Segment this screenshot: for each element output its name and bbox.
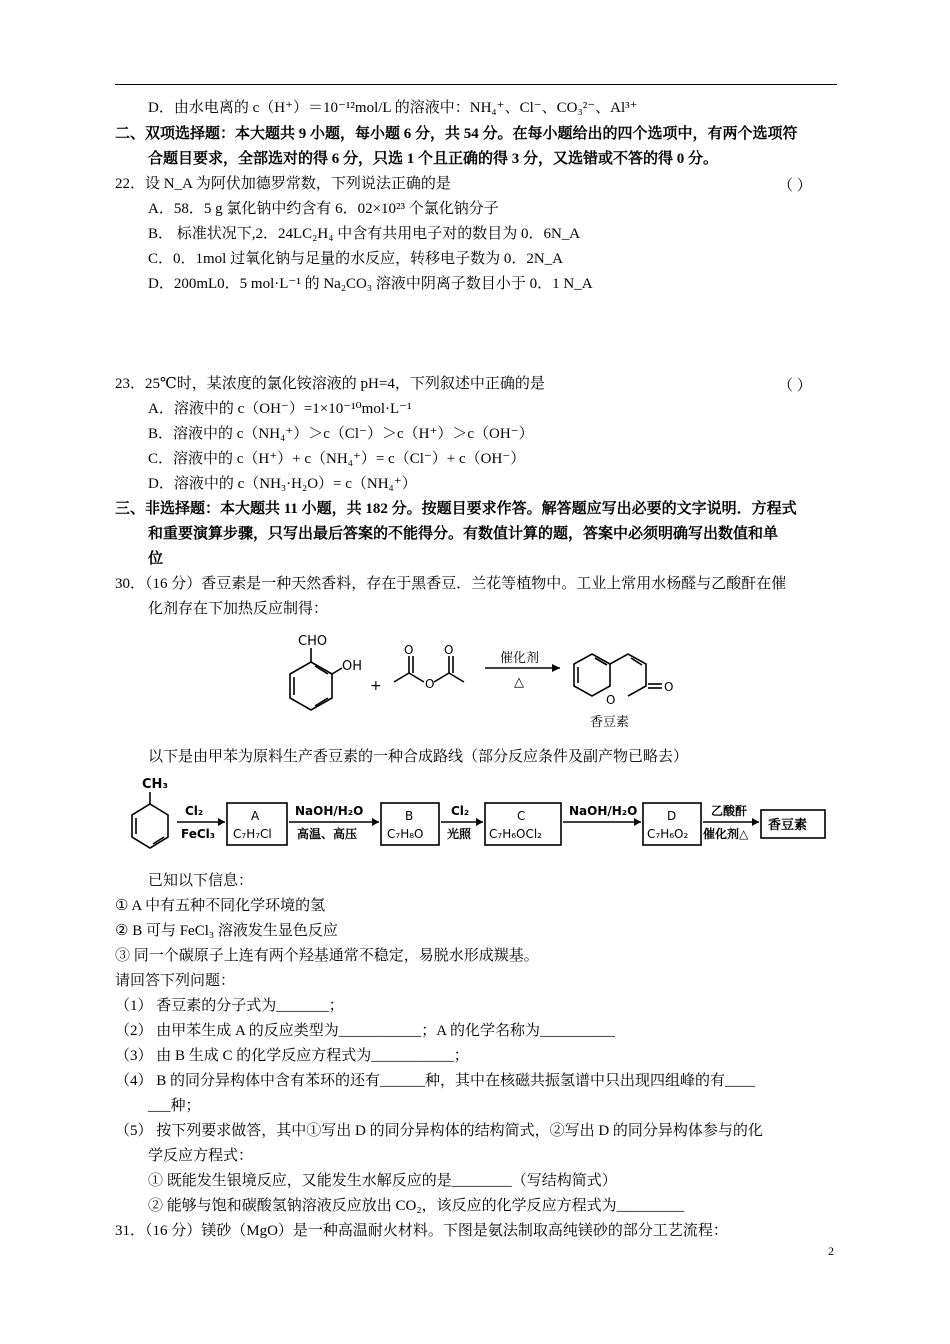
q30-part5-sub1: ① 既能发生银境反应，又能发生水解反应的是________（写结构简式） bbox=[148, 1173, 617, 1189]
known-info-heading: 已知以下信息： bbox=[148, 873, 254, 889]
final-product-label: 香豆素 bbox=[768, 818, 808, 833]
q31-stem: 31．（16 分）镁砂（MgO）是一种高温耐火材料。下图是氨法制取高纯镁砂的部分工艺流程： bbox=[115, 1223, 728, 1239]
section3-heading-cont2: 位 bbox=[148, 551, 164, 567]
info-2: ② B 可与 FeCl₃ 溶液发生显色反应 bbox=[115, 923, 338, 939]
catalyst-label: 催化剂 bbox=[500, 651, 540, 666]
q23-answer-paren[interactable]: （ ） bbox=[778, 378, 812, 394]
compound-d-formula: C₇H₆O₂ bbox=[647, 827, 689, 841]
q23-stem: 23．25℃时，某浓度的氯化铵溶液的 pH=4，下列叙述中正确的是 bbox=[115, 376, 545, 392]
step1-catalyst: FeCl₃ bbox=[181, 827, 216, 841]
section3-heading: 三、非选择题：本大题共 11 小题，共 182 分。按题目要求作答。解答题应写出必要的文字说明．方程式 bbox=[115, 501, 797, 517]
q30-part5-cont: 学反应方程式： bbox=[148, 1148, 254, 1164]
toluene-structure bbox=[132, 792, 168, 848]
section2-heading: 二、双项选择题：本大题共 9 小题，每小题 6 分，共 54 分。在每小题给出的四个选项中，有两个选项符 bbox=[115, 126, 798, 142]
info-3: ③ 同一个碳原子上连有两个羟基通常不稳定，易脱水形成羰基。 bbox=[115, 948, 539, 964]
compound-c-name: C bbox=[517, 809, 526, 823]
q30-part3: （3） 由 B 生成 C 的化学反应方程式为___________； bbox=[115, 1048, 469, 1064]
step2-reagent: NaOH/H₂O bbox=[295, 804, 364, 818]
q30-part5: （5） 按下列要求做答，其中①写出 D 的同分异构体的结构简式，②写出 D 的同分异构体参与的化 bbox=[115, 1123, 763, 1139]
q23-option-a: A．溶液中的 c（OH⁻）=1×10⁻¹⁰mol·L⁻¹ bbox=[148, 401, 412, 417]
coumarin-label: 香豆素 bbox=[590, 715, 630, 730]
compound-c-formula: C₇H₆OCl₂ bbox=[489, 827, 542, 841]
q30-stem: 30．（16 分）香豆素是一种天然香料，存在于黑香豆．兰花等植物中。工业上常用水杨醛与乙酸酐在催 bbox=[115, 576, 787, 592]
coumarin-reaction-scheme bbox=[270, 618, 710, 736]
ch3-label: CH₃ bbox=[142, 777, 169, 792]
anhydride-o-label-2: O bbox=[444, 643, 454, 657]
questions-heading: 请回答下列问题： bbox=[115, 973, 236, 989]
compound-a-name: A bbox=[251, 809, 260, 823]
oh-label: OH bbox=[342, 659, 363, 674]
anhydride-o-label-1: O bbox=[404, 643, 414, 657]
step1-reagent: Cl₂ bbox=[185, 804, 204, 818]
step3-condition: 光照 bbox=[447, 827, 472, 841]
coumarin-structure bbox=[574, 654, 662, 696]
q30-part1: （1） 香豆素的分子式为_______； bbox=[115, 998, 344, 1014]
step4-reagent: NaOH/H₂O bbox=[569, 804, 638, 818]
step5-condition: 催化剂△ bbox=[703, 827, 749, 841]
salicylaldehyde-structure bbox=[290, 648, 342, 710]
step5-reagent: 乙酸酐 bbox=[711, 804, 748, 818]
section2-heading-cont: 合题目要求，全部选对的得 6 分，只选 1 个且正确的得 3 分，又选错或不答的得 0 分。 bbox=[148, 151, 719, 167]
q23-option-c: C．溶液中的 c（H⁺）+ c（NH₄⁺）= c（Cl⁻）+ c（OH⁻） bbox=[148, 451, 526, 467]
q22-stem: 22．设 N_A 为阿伏加德罗常数，下列说法正确的是 bbox=[115, 176, 451, 192]
coumarin-ring-o-label: O bbox=[606, 693, 616, 707]
q22-option-a: A．58．5 g 氯化钠中约含有 6．02×10²³ 个氯化钠分子 bbox=[148, 201, 499, 217]
page-number: 2 bbox=[828, 1244, 834, 1258]
compound-d-name: D bbox=[667, 809, 677, 823]
q22-option-b: B． 标准状况下,2．24LC₂H₄ 中含有共用电子对的数目为 0．6N_A bbox=[148, 226, 581, 242]
step3-reagent: Cl₂ bbox=[451, 804, 470, 818]
q30-stem-cont: 化剂存在下加热反应制得： bbox=[148, 601, 329, 617]
synthesis-route bbox=[125, 770, 835, 862]
q30-part5-sub2: ② 能够与饱和碳酸氢钠溶液反应放出 CO₂，该反应的化学反应方程式为_________ bbox=[148, 1198, 685, 1214]
q22-answer-paren[interactable]: （ ） bbox=[778, 178, 812, 194]
q30-part2: （2） 由甲苯生成 A 的反应类型为___________；A 的化学名称为__________ bbox=[115, 1023, 616, 1039]
q23-option-d: D．溶液中的 c（NH₃·H₂O）= c（NH₄⁺） bbox=[148, 476, 417, 492]
heat-symbol: △ bbox=[514, 675, 524, 690]
q30-part4-cont: ___种； bbox=[148, 1098, 201, 1114]
step2-condition: 高温、高压 bbox=[297, 827, 358, 841]
q22-option-d: D．200mL0．5 mol·L⁻¹ 的 Na₂CO₃ 溶液中阴离子数目小于 0．1 N_A bbox=[148, 276, 593, 292]
q21-option-d: D．由水电离的 c（H⁺）＝10⁻¹²mol/L 的溶液中：NH₄⁺、Cl⁻、CO₃²⁻、Al³⁺ bbox=[148, 100, 638, 116]
q23-option-b: B．溶液中的 c（NH₄⁺）＞c（Cl⁻）＞c（H⁺）＞c（OH⁻） bbox=[148, 426, 534, 442]
compound-b-name: B bbox=[405, 809, 414, 823]
plus-sign: + bbox=[370, 678, 382, 694]
q22-option-c: C．0．1mol 过氧化钠与足量的水反应，转移电子数为 0．2N_A bbox=[148, 251, 564, 267]
compound-a-formula: C₇H₇Cl bbox=[233, 827, 272, 841]
q30-part4: （4） B 的同分异构体中含有苯环的还有______种，其中在核磁共振氢谱中只出现四组峰的有____ bbox=[115, 1073, 756, 1089]
cho-label: CHO bbox=[298, 634, 328, 649]
route-intro: 以下是由甲苯为原料生产香豆素的一种合成路线（部分反应条件及副产物已略去） bbox=[148, 749, 689, 765]
coumarin-carbonyl-o-label: O bbox=[664, 680, 674, 694]
info-1: ① A 中有五种不同化学环境的氢 bbox=[115, 898, 326, 914]
anhydride-bridge-o-label: O bbox=[425, 677, 435, 691]
compound-b-formula: C₇H₈O bbox=[387, 827, 424, 841]
header-rule bbox=[115, 84, 837, 85]
section3-heading-cont1: 和重要演算步骤，只写出最后答案的不能得分。有数值计算的题，答案中必须明确写出数值和单 bbox=[148, 526, 779, 542]
